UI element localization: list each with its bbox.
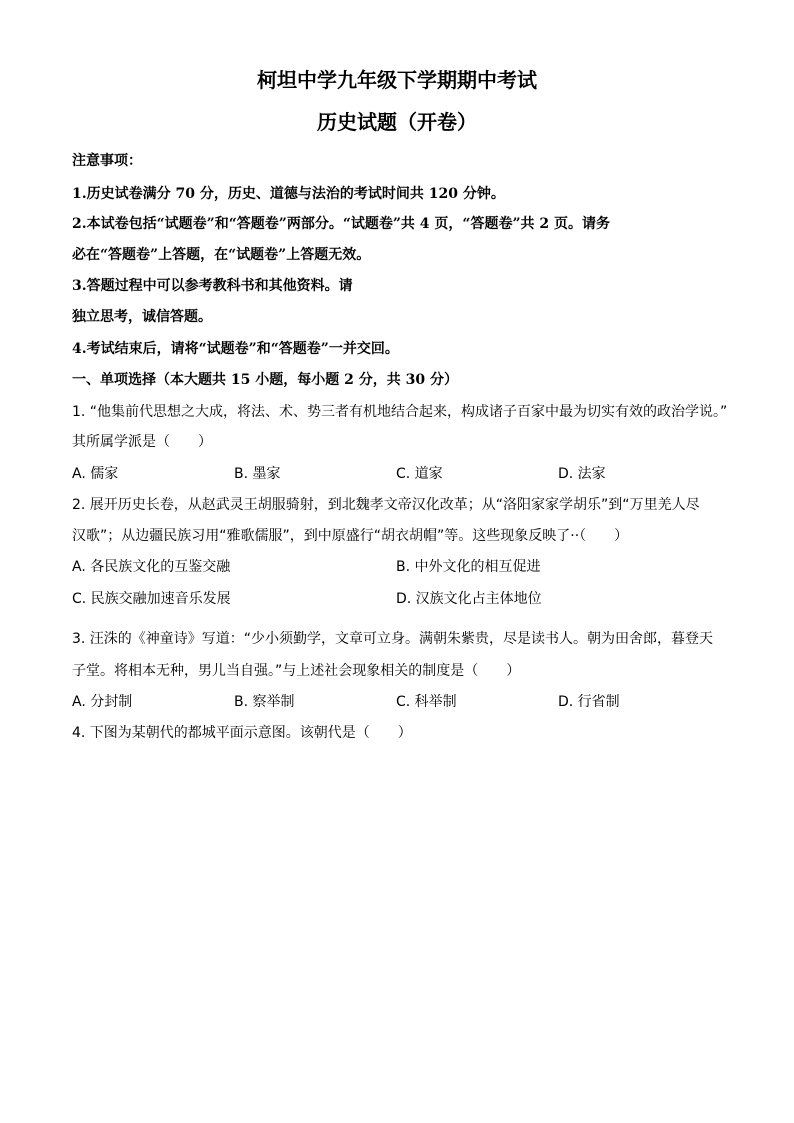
exam-title: 柯坦中学九年级下学期期中考试 [257,68,537,92]
question-3-option-b: B. 察举制 [234,694,295,710]
section-1-heading: 一、单项选择（本大题共 15 小题，每小题 2 分，共 30 分） [72,372,458,388]
question-2-option-c: C. 民族交融加速音乐发展 [72,591,231,607]
question-3-option-c: C. 科举制 [396,694,457,710]
question-1-option-b: B. 墨家 [234,466,281,482]
notice-heading: 注意事项： [72,153,142,169]
question-2-option-a: A. 各民族文化的互鉴交融 [72,559,231,575]
question-3-line-2: 子堂。将相本无种，男儿当自强。”与上述社会现象相关的制度是（ ） [72,663,521,679]
notice-item-2-line-1: 2.本试卷包括“试题卷”和“答题卷”两部分。“试题卷”共 4 页，“答题卷”共 2 页。请务 [72,216,611,232]
notice-item-3-line-1: 3.答题过程中可以参考教科书和其他资料。请 [72,278,353,294]
question-2-line-1: 2. 展开历史长卷，从赵武灵王胡服骑射，到北魏孝文帝汉化改革；从“洛阳家家学胡乐”到“万里羌人尽 [72,497,700,513]
notice-item-3-line-2: 独立思考，诚信答题。 [72,309,212,325]
question-1-line-1: 1. “他集前代思想之大成，将法、术、势三者有机地结合起来，构成诸子百家中最为切实有效的政治学说。” [72,404,728,420]
notice-item-1: 1.历史试卷满分 70 分，历史、道德与法治的考试时间共 120 分钟。 [72,186,505,202]
question-2-line-2: 汉歌”；从边疆民族习用“雅歌儒服”，到中原盛行“胡衣胡帽”等。这些现象反映了··（ ） [72,528,629,544]
question-3-line-1: 3. 汪洙的《神童诗》写道：“少小须勤学，文章可立身。满朝朱紫贵，尽是读书人。朝为田舍郎，暮登天 [72,631,714,647]
question-3-option-d: D. 行省制 [558,694,620,710]
question-1-line-2: 其所属学派是（ ） [72,434,212,450]
question-3-option-a: A. 分封制 [72,694,133,710]
question-1-option-d: D. 法家 [558,466,606,482]
exam-subtitle: 历史试题（开卷） [317,110,477,134]
question-1-option-a: A. 儒家 [72,466,119,482]
question-4-line-1: 4. 下图为某朝代的都城平面示意图。该朝代是（ ） [72,725,412,741]
question-2-option-d: D. 汉族文化占主体地位 [396,591,542,607]
question-2-option-b: B. 中外文化的相互促进 [396,559,541,575]
question-1-option-c: C. 道家 [396,466,443,482]
notice-item-2-line-2: 必在“答题卷”上答题，在“试题卷”上答题无效。 [72,247,371,263]
notice-item-4: 4.考试结束后，请将“试题卷”和“答题卷”一并交回。 [72,341,399,357]
